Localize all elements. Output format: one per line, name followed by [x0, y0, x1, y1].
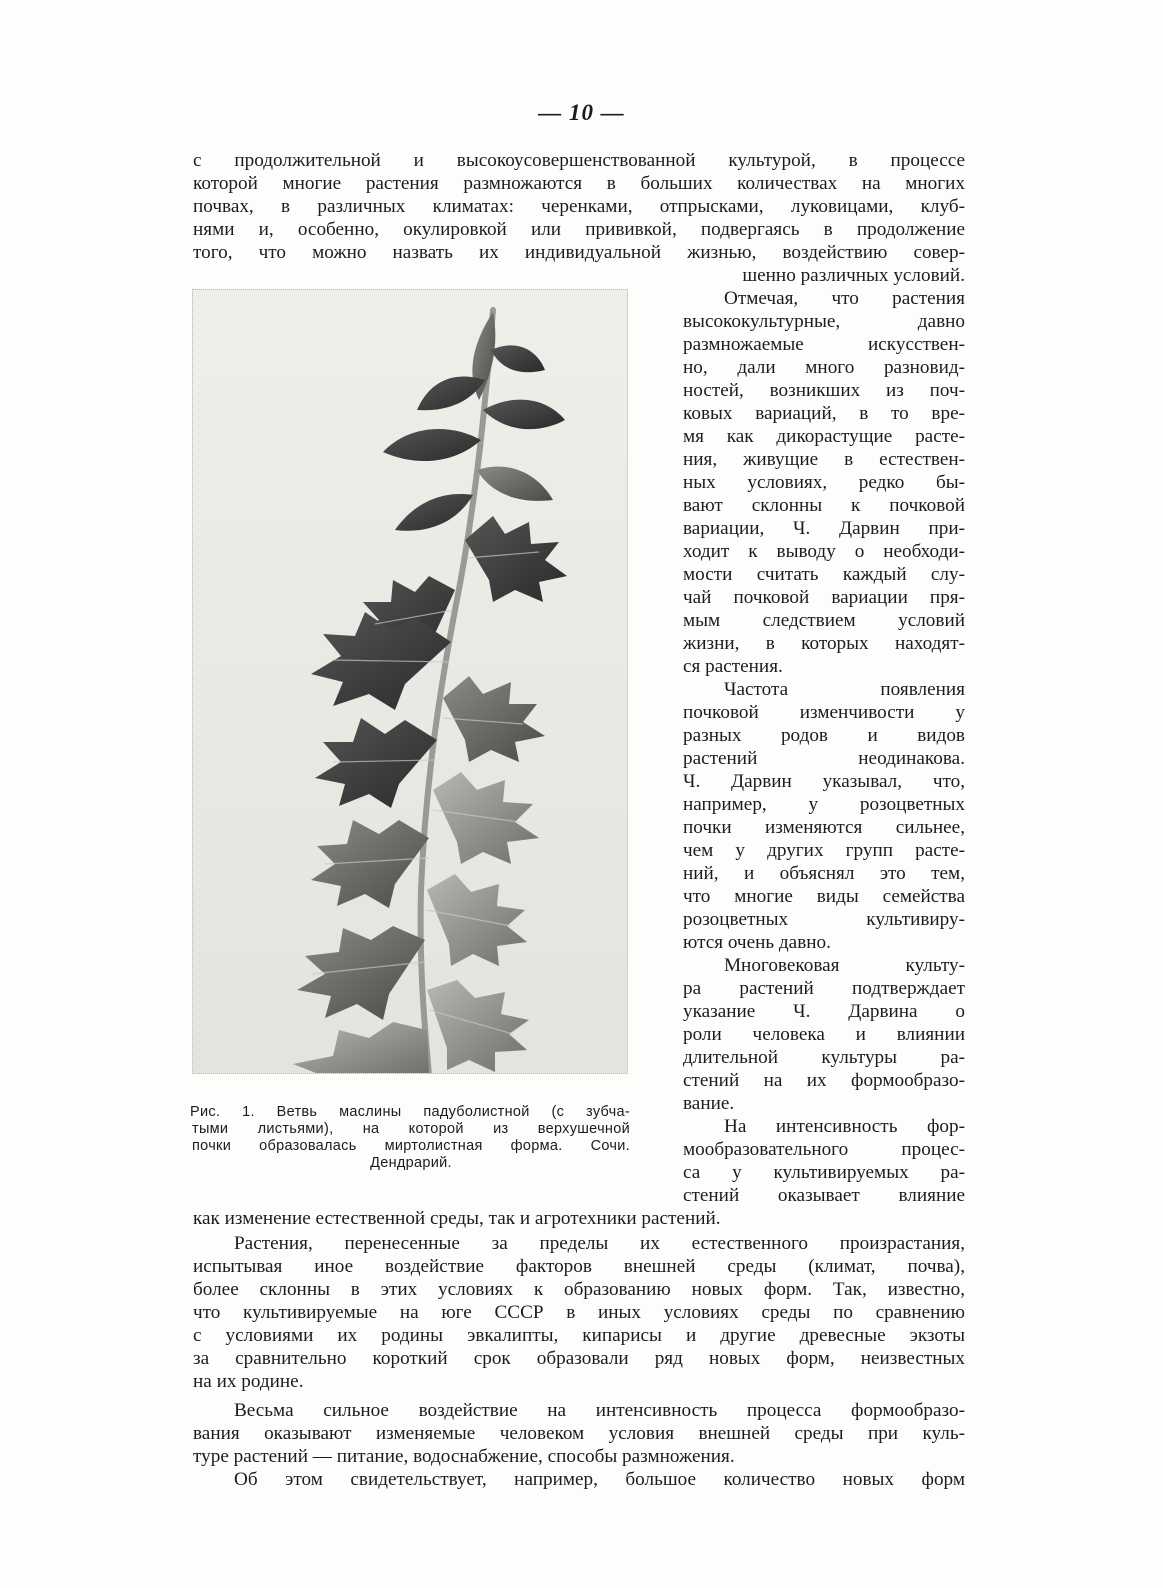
- text-line: растений неодинакова.: [683, 748, 965, 769]
- olive-branch-illustration: [193, 290, 628, 1074]
- text-line: розоцветных культивиру-: [683, 909, 965, 930]
- text-line: Об этом свидетельствует, например, большое количество новых форм: [234, 1469, 965, 1490]
- text-line: Отмечая, что растения: [724, 288, 965, 309]
- text-line: почки изменяются сильнее,: [683, 817, 965, 838]
- text-line: испытывая иное воздействие факторов внешней среды (климат, почва),: [193, 1256, 965, 1277]
- text-line: Частота появления: [724, 679, 965, 700]
- text-line: роли человека и влиянии: [683, 1024, 965, 1045]
- text-line: мообразовательного процес-: [683, 1139, 965, 1160]
- caption-line: Дендрарий.: [370, 1155, 452, 1171]
- caption-line: тыми листьями), на которой из верхушечной: [192, 1121, 630, 1137]
- text-line: шенно различных условий.: [742, 265, 965, 286]
- text-line: вание.: [683, 1093, 735, 1114]
- text-line: стений на их формообразо-: [683, 1070, 965, 1091]
- text-line: Ч. Дарвин указывал, что,: [683, 771, 965, 792]
- text-line: ных условиях, редко бы-: [683, 472, 965, 493]
- text-line: с продолжительной и высокоусовершенствованной культурой, в процессе: [193, 150, 965, 171]
- text-line: ний, и объяснял это тем,: [683, 863, 965, 884]
- text-line: ностей, возникших из поч-: [683, 380, 965, 401]
- text-line: са у культивируемых ра-: [683, 1162, 965, 1183]
- text-line: На интенсивность фор-: [724, 1116, 965, 1137]
- text-line: длительной культуры ра-: [683, 1047, 965, 1068]
- text-line: Весьма сильное воздействие на интенсивность процесса формообразо-: [234, 1400, 965, 1421]
- text-line: того, что можно назвать их индивидуальной жизнью, воздействию совер-: [193, 242, 965, 263]
- text-line: Растения, перенесенные за пределы их естественного произрастания,: [234, 1233, 965, 1254]
- text-line: мым следствием условий: [683, 610, 965, 631]
- text-line: что культивируемые на юге СССР в иных условиях среды по сравнению: [193, 1302, 965, 1323]
- text-line: например, у розоцветных: [683, 794, 965, 815]
- text-line: на их родине.: [193, 1371, 304, 1392]
- text-line: жизни, в которых находят-: [683, 633, 965, 654]
- text-line: высококультурные, давно: [683, 311, 965, 332]
- text-line: мости считать каждый слу-: [683, 564, 965, 585]
- text-line: стений оказывает влияние: [683, 1185, 965, 1206]
- text-line: разных родов и видов: [683, 725, 965, 746]
- text-line: мя как дикорастущие расте-: [683, 426, 965, 447]
- caption-line: почки образовалась миртолистная форма. Сочи.: [192, 1138, 630, 1154]
- text-line: ся растения.: [683, 656, 783, 677]
- text-line: чай почковой вариации пря-: [683, 587, 965, 608]
- text-line: которой многие растения размножаются в больших количествах на многих: [193, 173, 965, 194]
- text-line: почковой изменчивости у: [683, 702, 965, 723]
- text-line: ходит к выводу о необходи-: [683, 541, 965, 562]
- text-line: ются очень давно.: [683, 932, 831, 953]
- page-number: — 10 —: [538, 100, 625, 125]
- text-line: ковых вариаций, в то вре-: [683, 403, 965, 424]
- text-line: ра растений подтверждает: [683, 978, 965, 999]
- text-line: вания оказывают изменяемые человеком условия внешней среды при куль-: [193, 1423, 965, 1444]
- text-line: Многовековая культу-: [724, 955, 965, 976]
- text-line: чем у других групп расте-: [683, 840, 965, 861]
- text-line: указание Ч. Дарвина о: [683, 1001, 965, 1022]
- text-line: за сравнительно короткий срок образовали ряд новых форм, неизвестных: [193, 1348, 965, 1369]
- text-line: вают склонны к почковой: [683, 495, 965, 516]
- text-line: размножаемые искусствен-: [683, 334, 965, 355]
- text-line: почвах, в различных климатах: черенками, отпрысками, луковицами, клуб-: [193, 196, 965, 217]
- caption-line: Рис. 1. Ветвь маслины падуболистной (с зубча-: [190, 1104, 630, 1120]
- text-line: что многие виды семейства: [683, 886, 965, 907]
- text-line: туре растений — питание, водоснабжение, способы размножения.: [193, 1446, 735, 1467]
- figure-photo: [192, 289, 628, 1074]
- text-line: как изменение естественной среды, так и агротехники растений.: [193, 1208, 721, 1229]
- text-line: ния, живущие в естествен-: [683, 449, 965, 470]
- text-line: вариации, Ч. Дарвин при-: [683, 518, 965, 539]
- text-line: нями и, особенно, окулировкой или прививкой, подвергаясь в продолжение: [193, 219, 965, 240]
- text-line: но, дали много разновид-: [683, 357, 965, 378]
- text-line: с условиями их родины эвкалипты, кипарисы и другие древесные экзоты: [193, 1325, 965, 1346]
- text-line: более склонны в этих условиях к образованию новых форм. Так, известно,: [193, 1279, 965, 1300]
